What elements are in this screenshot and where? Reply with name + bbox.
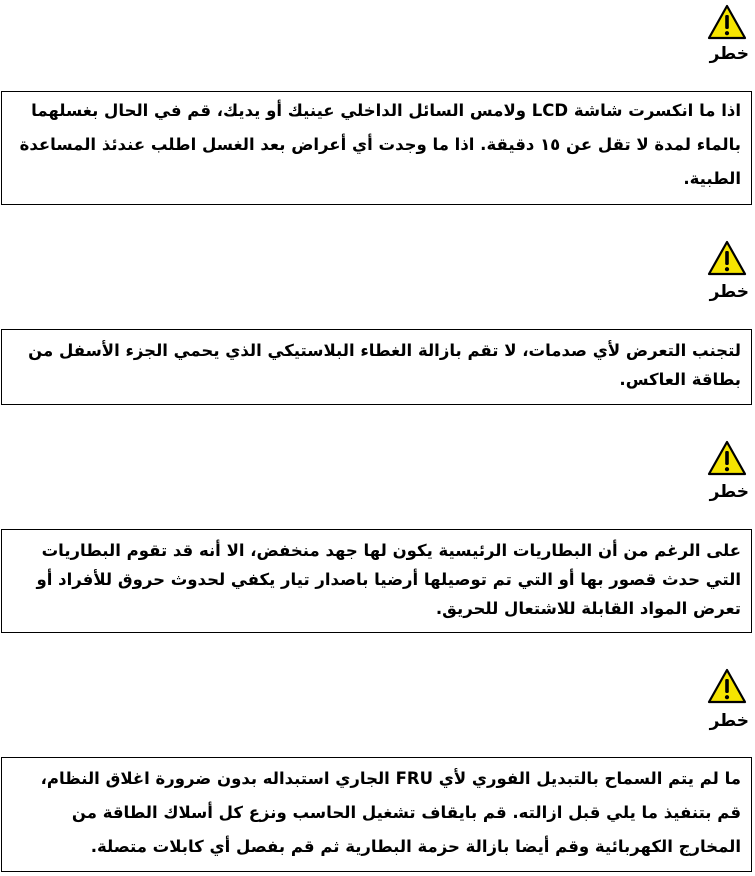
danger-notice-box: [1, 757, 752, 872]
danger-label: خطر: [709, 482, 749, 502]
danger-notice-text: لتجنب التعرض لأي صدمات، لا تقم بازالة الغطاء البلاستيكي الذي يحمي الجزء الأسفل من بطاقة العاكس.: [28, 341, 741, 389]
danger-notice-box: [1, 329, 752, 405]
warning-triangle-icon: [707, 240, 747, 276]
danger-notice-box: [1, 91, 752, 205]
warning-triangle-icon: [707, 440, 747, 476]
danger-label: خطر: [709, 44, 749, 64]
danger-notice-box: [1, 529, 752, 633]
danger-label: خطر: [709, 711, 749, 731]
danger-notice-text: اذا ما انكسرت شاشة LCD ولامس السائل الداخلي عينيك أو يديك، قم في الحال بغسلهما بالماء لمدة لا تقل عن ١٥ دقيقة. اذا ما وجدت أي أعراض بعد الغسل اطلب عندئذ المساعدة الطبية.: [19, 101, 741, 188]
warning-triangle-icon: [707, 668, 747, 704]
danger-notice-text: ما لم يتم السماح بالتبديل الفوري لأي FRU الجاري استبداله بدون ضرورة اغلاق النظام، قم بتنفيذ ما يلي قبل ازالته. قم بايقاف تشغيل الحاسب ونزع كل أسلاك الطاقة من المخارج الكهربائية وقم أيضا بازالة حزمة البطارية ثم قم بفصل أي كابلات متصلة.: [40, 769, 741, 856]
warning-triangle-icon: [707, 4, 747, 40]
danger-notice-text: على الرغم من أن البطاريات الرئيسية يكون لها جهد منخفض، الا أنه قد تقوم البطاريات التي حدث قصور بها أو التي تم توصيلها أرضيا باصدار تيار يكفي لحدوث حروق للأفراد أو تعرض المواد القابلة للاشتعال للحريق.: [36, 541, 741, 618]
danger-label: خطر: [709, 282, 749, 302]
